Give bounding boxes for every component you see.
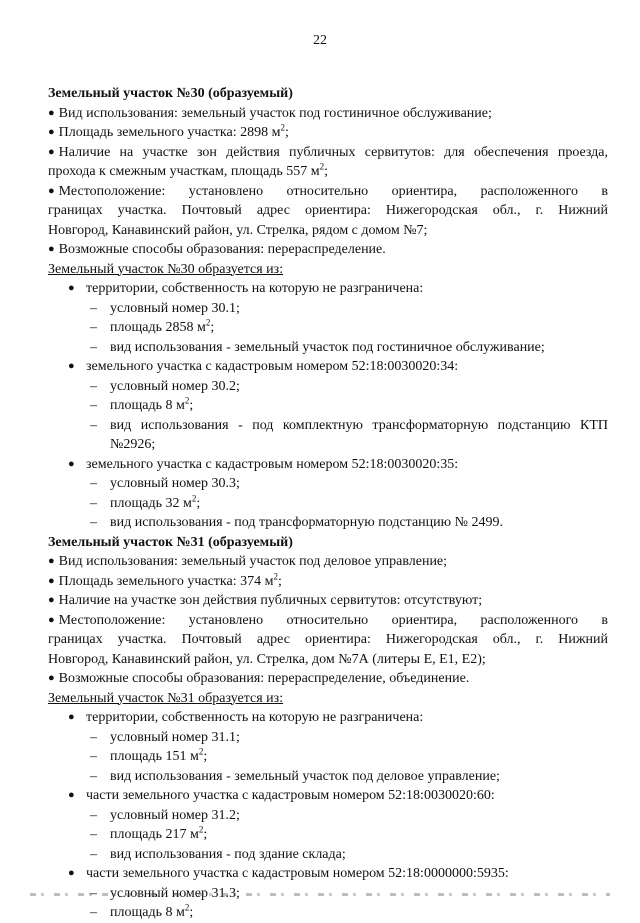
list-item: – площадь 2858 $м^2$; [90,317,215,335]
s30-part-2: ● земельного участка с кадастровым номером 52:18:0030020:34: [48,357,608,377]
bullet-icon: ● [68,282,75,294]
bullet-icon: ● [68,711,75,723]
bullet-icon: ● [48,126,55,138]
page-number: 22 [313,33,327,48]
list-item: – вид использования - земельный участок под гостиничное обслуживание; [90,339,545,355]
list-item: – условный номер 31.1; [90,729,240,745]
bullet-icon: ● [68,867,75,879]
section-30-title: Земельный участок №30 (образуемый) [48,86,293,101]
bullet-icon: ● [68,457,75,470]
bullet-icon: ● [48,594,55,606]
s31-bullet: ● Наличие на участке зон действия публичных сервитутов: отсутствуют; [48,591,608,611]
s31-bullet: ● Местоположение: установлено относительно ориентира, расположенного в [48,611,608,631]
s30-bullet: ● Возможные способы образования: перераспределение. [48,240,608,260]
bullet-icon: ● [48,145,55,158]
list-item: – вид использования - земельный участок под деловое управление; [90,768,500,784]
s30-bullet: ● Местоположение: установлено относительно ориентира, расположенного в [48,182,608,202]
bullet-icon: ● [68,789,75,801]
list-item: – условный номер 30.2; [90,378,240,394]
s30-bullet: ● Площадь земельного участка: 2898 $м^2$; [48,123,608,143]
s31-bullet: ● Площадь земельного участка: 374 $м^2$; [48,572,608,592]
list-item: – площадь 32 $м^2$; [90,492,201,511]
list-item: – вид использования - под трансформаторную подстанцию № 2499. [90,515,503,530]
list-item: – площадь 151 $м^2$; [90,746,208,764]
s31-formed-from: Земельный участок №31 образуется из: [48,690,284,706]
s30-formed-from: Земельный участок №30 образуется из: [48,261,284,277]
list-item: – условный номер 31.3; [90,885,240,901]
s31-bullet-cont: Новгород, Канавинский район, ул. Стрелка, дом №7А (литеры Е, Е1, Е2); [48,651,486,667]
bullet-icon: ● [68,360,75,372]
list-item: – площадь 8 $м^2$; [90,395,194,413]
list-item: – условный номер 30.1; [90,300,240,316]
s31-part-1: ● территории, собственность на которую не разграничена: [48,708,608,728]
bullet-icon: ● [48,672,55,684]
s30-part-3: ● земельного участка с кадастровым номером 52:18:0030020:35: [48,455,608,475]
scan-artifact-line [30,893,610,896]
s31-bullet: ● Возможные способы образования: перераспределение, объединение. [48,669,608,689]
page-content [48,84,608,923]
s31-bullet: ● Вид использования: земельный участок под деловое управление; [48,552,608,572]
s30-bullet-cont: Новгород, Канавинский район, ул. Стрелка, рядом с домом №7; [48,222,428,238]
s30-bullet: ● Вид использования: земельный участок под гостиничное обслуживание; [48,104,608,124]
bullet-icon: ● [48,555,55,567]
bullet-icon: ● [48,243,55,255]
bullet-icon: ● [48,184,55,197]
s30-bullet-cont: границах участка. Почтовый адрес ориентира: Нижегородская обл., г. Нижний [48,203,608,218]
bullet-icon: ● [48,574,55,587]
bullet-icon: ● [48,106,55,119]
s31-bullet-cont: границах участка. Почтовый адрес ориентира: Нижегородская обл., г. Нижний [48,632,608,647]
s31-part-3: ● части земельного участка с кадастровым номером 52:18:0000000:5935: [48,864,608,884]
list-item: – вид использования - под здание склада; [90,846,346,862]
list-item-cont: №2926; [110,437,156,452]
section-31-title: Земельный участок №31 (образуемый) [48,534,293,550]
list-item: – площадь 217 $м^2$; [90,824,208,842]
list-item: – условный номер 30.3; [90,476,240,491]
s30-bullet-cont: прохода к смежным участкам, площадь 557 $м^2$; [48,161,329,179]
list-item: – вид использования - под комплектную трансформаторную подстанцию КТП [90,417,608,433]
s30-bullet: ● Наличие на участке зон действия публичных сервитутов: для обеспечения проезда, [48,143,608,163]
bullet-icon: ● [48,613,55,626]
s30-part-1: ● территории, собственность на которую не разграничена: [48,279,608,299]
s31-part-2: ● части земельного участка с кадастровым номером 52:18:0030020:60: [48,786,608,806]
list-item: – площадь 8 $м^2$; [90,902,194,920]
list-item: – условный номер 31.2; [90,807,240,823]
